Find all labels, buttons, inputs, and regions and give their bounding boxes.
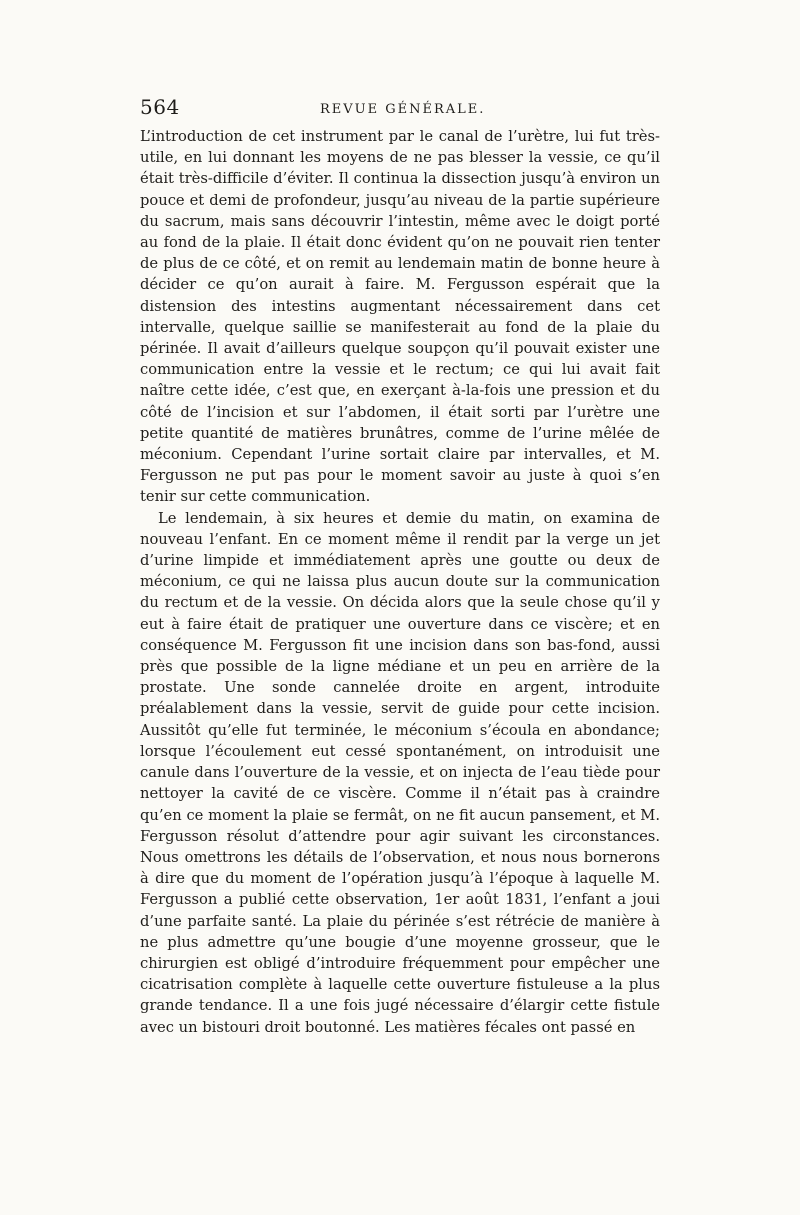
running-title: REVUE GÉNÉRALE. — [320, 102, 486, 117]
paragraph-1: L’introduction de cet instrument par le canal de l’urètre, lui fut très-utile, en lui donnant les moyens de ne pas blesser la vessie, ce qu’il était très-difficile d’éviter. Il continua la dissection jusqu’à environ un pouce et demi de profondeur, jusqu’au niveau de la partie supérieure du sacrum, mais sans découvrir l’intestin, même avec le doigt porté au fond de la plaie. Il était donc évident qu’on ne pouvait rien tenter de plus de ce côté, et on remit au lendemain matin de bonne heure à décider ce qu’on aurait à faire. M. Fergusson espérait que la distension des intestins augmentant nécessairement dans cet intervalle, quelque saillie se manifesterait au fond de la plaie du périnée. Il avait d’ailleurs quelque soupçon qu’il pouvait exister une communication entre la vessie et le rectum; ce qui lui avait fait naître cette idée, c’est que, en exerçant à-la-fois une pression et du côté de l’incision et sur l’abdomen, il était sorti par l’urètre une petite quantité de matières brunâtres, comme de l’urine mêlée de méconium. Cependant l’urine sortait claire par intervalles, et M. Fergusson ne put pas pour le moment savoir au juste à quoi s’en tenir sur cette communication. — [140, 128, 660, 506]
book-page — [140, 95, 660, 1115]
body-text — [140, 126, 660, 1038]
running-header — [140, 95, 660, 125]
paragraph-2: Le lendemain, à six heures et demie du matin, on examina de nouveau l’enfant. En ce moment même il rendit par la verge un jet d’urine limpide et immédiatement après une goutte ou deux de méconium, ce qui ne laissa plus aucun doute sur la communication du rectum et de la vessie. On décida alors que la seule chose qu’il y eut à faire était de pratiquer une ouverture dans ce viscère; et en conséquence M. Fergusson fit une incision dans son bas-fond, aussi près que possible de la ligne médiane et un peu en arrière de la prostate. Une sonde cannelée droite en argent, introduite préalablement dans la vessie, servit de guide pour cette incision. Aussitôt qu’elle fut terminée, le méconium s’écoula en abondance; lorsque l’écoulement eut cessé spontanément, on introduisit une canule dans l’ouverture de la vessie, et on injecta de l’eau tiède pour nettoyer la cavité de ce viscère. Comme il n’était pas à craindre qu’en ce moment la plaie se fermât, on ne fit aucun pansement, et M. Fergusson résolut d’attendre pour agir suivant les circonstances. Nous omettrons les détails de l’observation, et nous nous bornerons à dire que du moment de l’opération jusqu’à l’époque à laquelle M. Fergusson a publié cette observation, 1er août 1831, l’enfant a joui d’une parfaite santé. La plaie du périnée s’est rétrécie de manière à ne plus admettre qu’une bougie d’une moyenne grosseur, que le chirurgien est obligé d’introduire fréquemment pour empêcher une cicatrisation complète à laquelle cette ouverture fistuleuse a la plus grande tendance. Il a une fois jugé nécessaire d’élargir cette fistule avec un bistouri droit boutonné. Les matières fécales ont passé en — [140, 509, 660, 1036]
page-number: 564 — [140, 95, 180, 119]
